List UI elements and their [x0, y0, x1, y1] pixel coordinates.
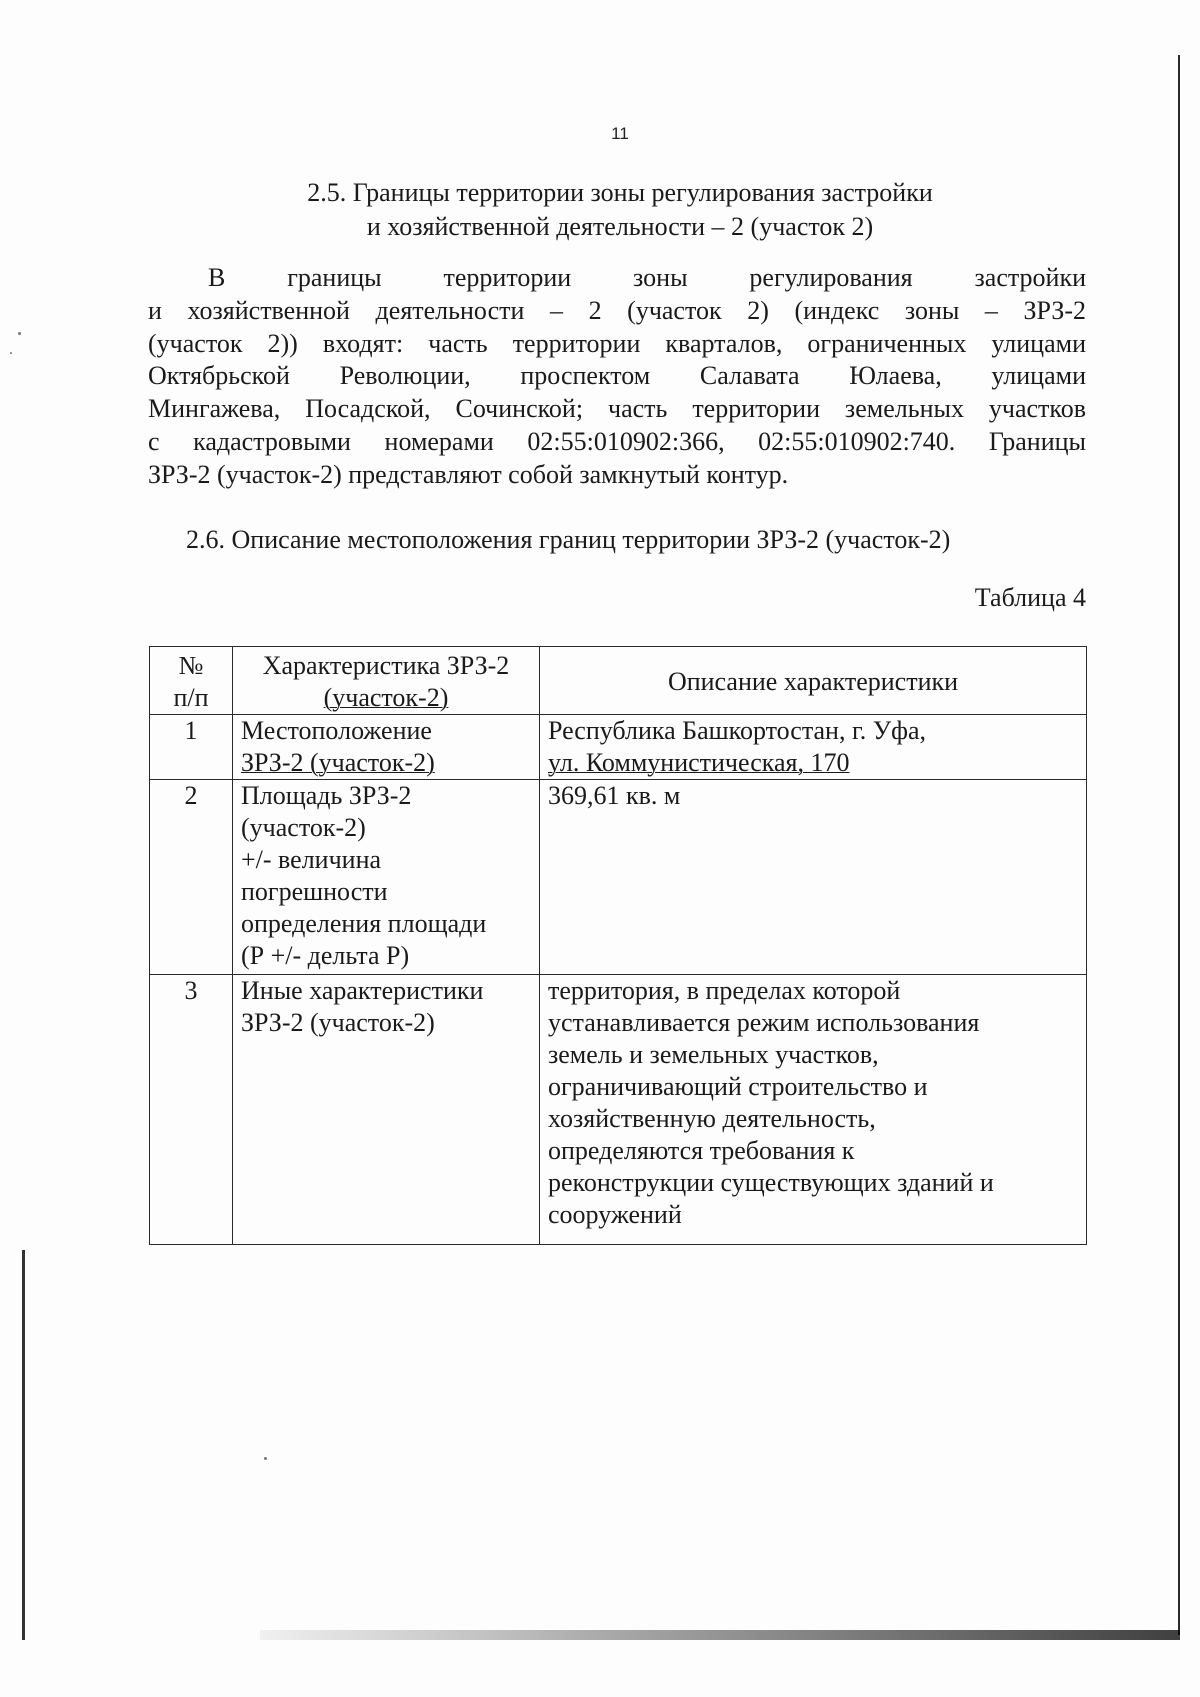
scan-speck [264, 1457, 267, 1460]
row-1-description [540, 715, 1087, 780]
paragraph-line: В границы территории зоны регулирования застройки [208, 263, 1086, 292]
cell-line: устанавливается режим использования [548, 1008, 980, 1037]
cell-line: хозяйственную деятельность, [548, 1104, 876, 1133]
section-2-5-title-line2: и хозяйственной деятельности – 2 (участок 2) [366, 212, 874, 241]
scan-edge-bottom [260, 1630, 1180, 1640]
header-num-line1: № [178, 650, 204, 680]
cell-line: территория, в пределах которой [548, 976, 901, 1005]
cell-line: земель и земельных участков, [548, 1040, 879, 1069]
paragraph-line: с кадастровыми номерами 02:55:010902:366, 02:55:010902:740. Границы [148, 426, 1086, 456]
cell-line: +/- величина [241, 845, 382, 874]
row-2-num: 2 [150, 780, 233, 975]
cell-line: реконструкции существующих зданий и [548, 1168, 994, 1197]
table-header-row [150, 647, 1087, 715]
row-3-description [540, 975, 1087, 1245]
section-2-5-paragraph [148, 262, 1086, 492]
header-description: Описание характеристики [540, 647, 1087, 715]
row-3-num: 3 [150, 975, 233, 1245]
scan-edge-left [22, 1250, 25, 1640]
paragraph-line: и хозяйственной деятельности – 2 (участок 2) (индекс зоны – ЗРЗ-2 [148, 295, 1086, 325]
table-row [150, 715, 1087, 780]
table-row [150, 975, 1087, 1245]
row-2-characteristic [233, 780, 540, 975]
cell-line: определяются требования к [548, 1136, 855, 1165]
cell-line: Местоположение [241, 716, 432, 745]
header-characteristic [233, 647, 540, 715]
characteristics-table [149, 646, 1087, 1245]
row-2-description [540, 780, 1087, 975]
header-num [150, 647, 233, 715]
section-2-6-heading: 2.6. Описание местоположения границ территории ЗРЗ-2 (участок-2) [186, 525, 951, 554]
section-2-5-title-line1: 2.5. Границы территории зоны регулирования застройки [307, 178, 933, 207]
cell-line: ул. Коммунистическая, 170 [548, 748, 850, 777]
cell-line: ЗРЗ-2 (участок-2) [241, 1008, 435, 1037]
cell-line: сооружений [548, 1200, 682, 1229]
cell-line: ЗРЗ-2 (участок-2) [241, 748, 435, 777]
cell-line: (участок-2) [241, 813, 366, 842]
row-3-characteristic [233, 975, 540, 1245]
table-row [150, 780, 1087, 975]
row-1-num: 1 [150, 715, 233, 780]
scan-speck [18, 332, 21, 335]
header-char-line2: (участок-2) [323, 682, 449, 712]
cell-line: (Р +/- дельта Р) [241, 941, 410, 970]
header-num-line2: п/п [173, 682, 209, 712]
cell-line: погрешности [241, 877, 388, 906]
cell-line: ограничивающий строительство и [548, 1072, 928, 1101]
cell-line: определения площади [241, 909, 487, 938]
cell-line: Иные характеристики [241, 976, 484, 1005]
cell-line: 369,61 кв. м [548, 781, 681, 810]
cell-line: Площадь ЗРЗ-2 [241, 781, 412, 810]
page-number: 11 [611, 124, 629, 143]
paragraph-line: Мингажева, Посадской, Сочинской; часть территории земельных участков [148, 394, 1086, 424]
header-char-line1: Характеристика ЗРЗ-2 [262, 650, 510, 680]
row-1-characteristic [233, 715, 540, 780]
paragraph-line: ЗРЗ-2 (участок-2) представляют собой замкнутый контур. [148, 459, 789, 489]
table-caption: Таблица 4 [974, 583, 1086, 612]
paragraph-line: Октябрьской Революции, проспектом Салавата Юлаева, улицами [148, 361, 1086, 391]
paragraph-line: (участок 2)) входят: часть территории кварталов, ограниченных улицами [148, 328, 1086, 358]
scan-speck [10, 352, 12, 354]
scan-edge-right [1178, 55, 1180, 1635]
section-2-5-heading [200, 176, 1040, 244]
cell-line: Республика Башкортостан, г. Уфа, [548, 716, 926, 745]
